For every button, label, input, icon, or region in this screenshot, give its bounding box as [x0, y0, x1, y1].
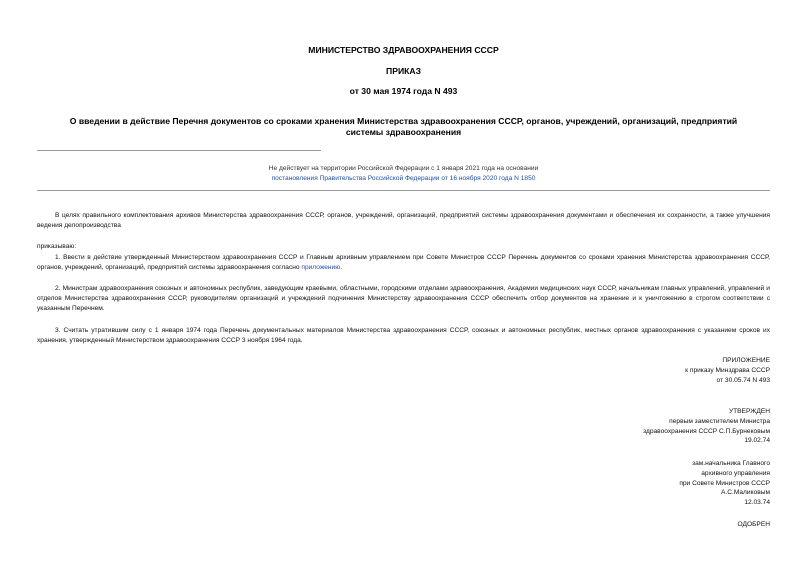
appendix-line2: к приказу Минздрава СССР: [685, 366, 770, 374]
archive-line1: зам.начальника Главного: [692, 460, 770, 467]
archive-date: 12.03.74: [744, 499, 770, 507]
archive-line2: архивного управления: [701, 469, 770, 477]
order-item-1-end: .: [340, 263, 343, 271]
appendix-block: [685, 356, 770, 385]
order-item-3: 3. Считать утратившим силу с 1 января 1974 года Перечень документальных материалов Министерства здравоохранения СССР, союзных и автономных республик, местных органов здравоохранения с указанием сроков их хранения, утвержденный Министерством здравоохранения СССР 3 ноября 1964 года.: [37, 327, 770, 344]
archive-block: [679, 459, 770, 508]
divider-short: [37, 150, 321, 151]
approved-line3: здравоохранения СССР С.П.Бурнековым: [643, 427, 770, 435]
status-notice-link[interactable]: постановления Правительства Российской Федерации от 16 ноября 2020 года N 1850: [271, 175, 536, 182]
order-word: приказываю:: [37, 243, 77, 250]
ministry-heading: МИНИСТЕРСТВО ЗДРАВООХРАНЕНИЯ СССР: [308, 45, 499, 55]
divider-full: [37, 190, 770, 191]
order-type-heading: ПРИКАЗ: [386, 66, 421, 76]
endorsed-label: ОДОБРЕН: [737, 521, 770, 528]
approved-label: УТВЕРЖДЕН: [728, 408, 770, 415]
appendix-label: ПРИЛОЖЕНИЕ: [722, 357, 770, 364]
status-notice-text: Не действует на территории Российской Федерации с 1 января 2021 года на основании: [268, 165, 539, 172]
endorsed-block: [738, 520, 770, 530]
order-item-2: 2. Министрам здравоохранения союзных и автономных республик, заведующим краевыми, областными, городскими отделами здравоохранения, Академии медицинских наук СССР, начальникам главных управлений, управлений и отделов Министерства здравоохранения СССР, руководителям организаций и учреждений подчинения Министерству здравоохранения СССР обеспечить отбор документов на хранение и к уничтожению в строгом соответствии с указанным Перечнем.: [37, 285, 770, 312]
archive-line3: при Совете Министров СССР: [679, 479, 770, 487]
order-item-1-text: 1. Ввести в действие утвержденный Министерством здравоохранения СССР и Главным архивным управлением при Совете Министров СССР Перечень документов со сроками хранения Министерства здравоохранения СССР, органов, учреждений, организаций, предприятий системы здравоохранения согласно: [37, 254, 770, 271]
approved-date: 19.02.74: [744, 437, 770, 445]
order-title: О введении в действие Перечня документов со сроками хранения Министерства здравоохранения СССР, органов, учреждений, организаций, предприятий системы здравоохранения: [69, 116, 738, 137]
appendix-line3: от 30.05.74 N 493: [716, 376, 770, 384]
intro-paragraph: В целях правильного комплектования архивов Министерства здравоохранения СССР, органов, учреждений, организаций, предприятий системы здравоохранения документами и обеспечения их сохранности, а также улучшения ведения делопроизводства: [37, 212, 770, 229]
archive-line4: А.С.Маликовым: [721, 489, 770, 497]
approved-block: [643, 407, 770, 446]
approved-line2: первым заместителем Министра: [669, 417, 770, 425]
order-item-1: [37, 253, 770, 273]
order-date-heading: от 30 мая 1974 года N 493: [349, 86, 458, 96]
status-notice: [37, 164, 770, 184]
appendix-link[interactable]: приложению: [301, 263, 341, 271]
